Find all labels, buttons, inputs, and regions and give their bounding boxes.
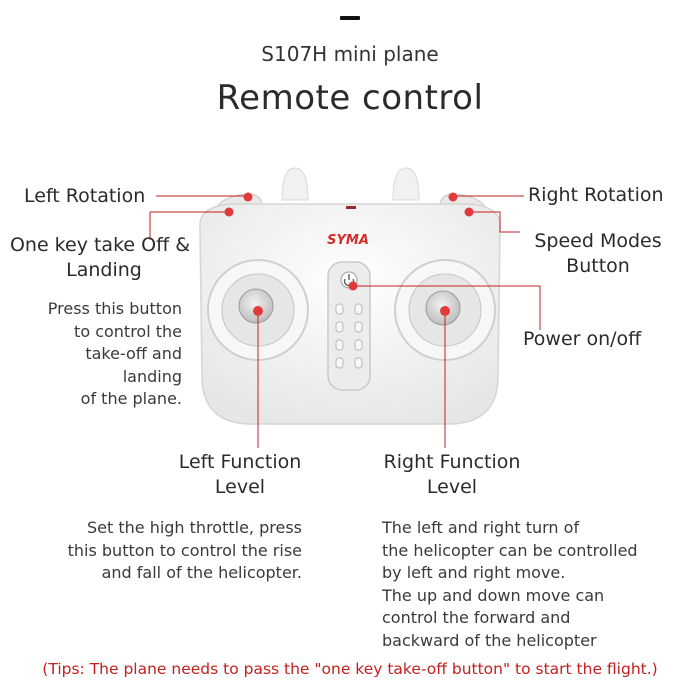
- takeoff-label-line1: One key take Off &: [9, 234, 191, 256]
- right-function-desc-line: backward of the helicopter: [382, 630, 597, 650]
- takeoff-description: [20, 298, 182, 411]
- right-function-line2: Level: [426, 476, 478, 498]
- left-function-description: [40, 517, 302, 585]
- speed-label-line1: Speed Modes: [534, 230, 662, 252]
- right-antenna-stub: [393, 168, 419, 200]
- takeoff-desc-line: of the plane.: [80, 389, 182, 408]
- brand-logo: SYMA: [327, 233, 369, 248]
- right-function-label: [372, 450, 532, 500]
- speed-label-line2: Button: [566, 255, 630, 277]
- left-function-desc-line: Set the high throttle, press: [86, 518, 302, 537]
- right-function-desc-line: the helicopter can be controlled: [382, 540, 638, 560]
- left-function-desc-line: and fall of the helicopter.: [101, 563, 302, 582]
- takeoff-label-line2: Landing: [66, 259, 142, 281]
- right-function-description: [382, 517, 682, 652]
- speed-modes-label: [518, 229, 678, 279]
- power-label: Power on/off: [523, 328, 642, 350]
- right-function-desc-line: The up and down move can: [382, 585, 605, 605]
- takeoff-desc-line: Press this button: [47, 299, 182, 318]
- page-title: Remote control: [216, 78, 484, 118]
- right-rotation-label: Right Rotation: [528, 184, 664, 206]
- takeoff-desc-line: to control the: [74, 321, 182, 341]
- left-antenna-stub: [282, 168, 308, 200]
- left-rotation-label: Left Rotation: [24, 185, 146, 207]
- takeoff-landing-label: [9, 233, 194, 283]
- left-joystick-knob: [239, 289, 273, 323]
- left-function-line2: Level: [214, 476, 266, 498]
- product-subtitle: S107H mini plane: [261, 42, 439, 66]
- right-function-desc-line: The left and right turn of: [382, 518, 580, 537]
- left-function-line1: Left Function: [178, 451, 302, 473]
- takeoff-desc-line: take-off and: [85, 344, 182, 363]
- right-function-desc-line: by left and right move.: [382, 563, 566, 582]
- indicator-slot: [346, 206, 356, 209]
- tips-note: (Tips: The plane needs to pass the "one key take-off button" to start the flight.): [42, 660, 658, 678]
- left-function-desc-line: this button to control the rise: [67, 540, 302, 560]
- takeoff-desc-line: landing: [122, 366, 182, 386]
- right-function-desc-line: control the forward and: [382, 608, 571, 627]
- left-function-label: [160, 450, 320, 500]
- right-function-line1: Right Function: [383, 451, 521, 473]
